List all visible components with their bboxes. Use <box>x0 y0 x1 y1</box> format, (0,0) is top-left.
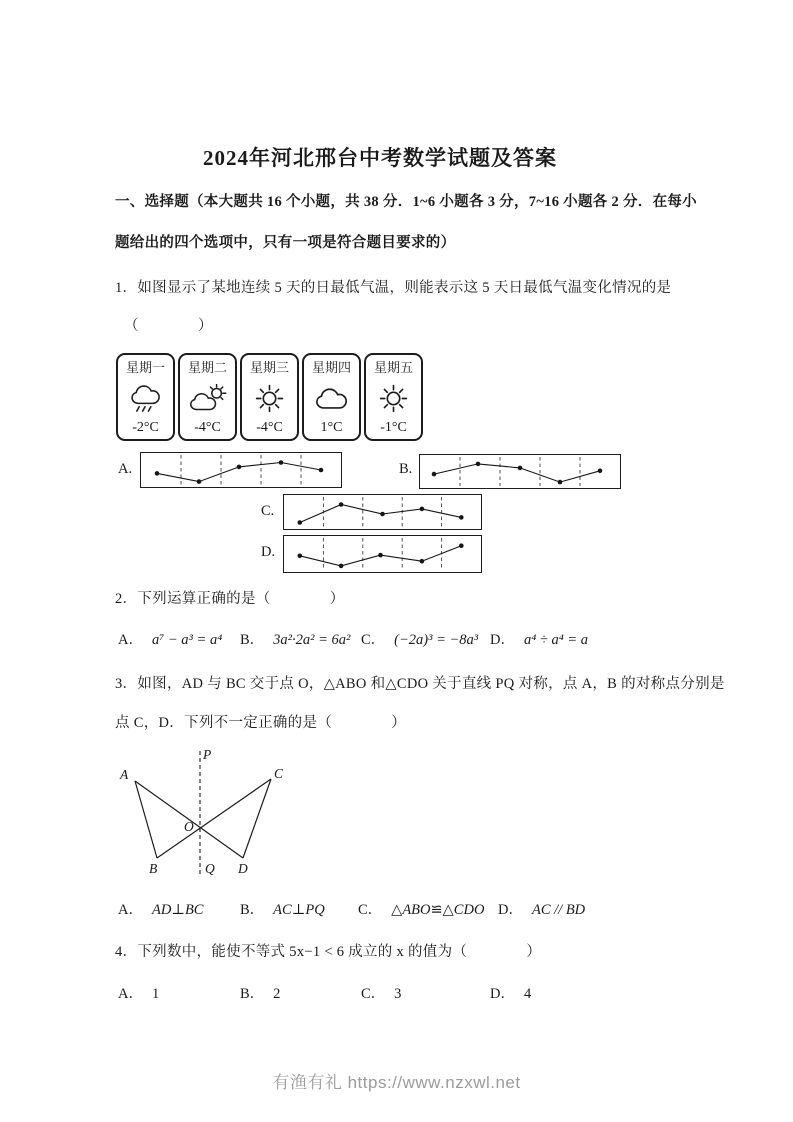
figure-label-b: B <box>149 861 158 876</box>
data-point <box>378 553 383 558</box>
option-label: B． <box>240 902 265 918</box>
temperature-polyline <box>434 464 600 482</box>
q2-option-d <box>490 628 588 649</box>
q2-option-a <box>118 628 222 649</box>
cloud-icon <box>311 382 353 415</box>
weather-forecast-strip <box>116 353 423 441</box>
weather-temp-label: -4°C <box>194 420 221 435</box>
weather-card-thursday <box>302 353 361 441</box>
figure-label-a: A <box>120 767 129 782</box>
weather-card-wednesday <box>240 353 299 441</box>
q4-stem: 4．下列数中，能使不等式 5x−1 < 6 成立的 x 的值为（ ） <box>115 944 542 960</box>
option-value: 2 <box>273 986 281 1002</box>
chart-option-a-label: A. <box>118 461 133 477</box>
weather-temp-label: 1°C <box>320 420 343 435</box>
data-point <box>518 466 523 471</box>
option-expression: a⁴ ÷ a⁴ = a <box>523 632 589 648</box>
option-label: C． <box>361 986 386 1002</box>
figure-label-d: D <box>238 861 248 876</box>
option-expression: 3a²·2a² = 6a² <box>273 632 351 648</box>
sun-behind-cloud-icon <box>186 382 230 415</box>
option-label: C． <box>358 902 383 918</box>
option-label: D． <box>490 632 515 648</box>
option-label: A． <box>118 986 143 1002</box>
figure-label-c: C <box>274 766 284 781</box>
geometry-figure-butterfly-symmetry <box>110 745 300 885</box>
temperature-line-chart-c <box>283 494 482 530</box>
data-point <box>197 479 202 484</box>
data-point <box>298 520 303 525</box>
q2-option-b <box>240 628 350 649</box>
temperature-line-chart-a <box>140 452 342 488</box>
q4-option-a <box>118 982 159 1003</box>
data-point <box>598 469 603 474</box>
data-point <box>380 512 385 517</box>
q3-stem-line2: 点 C，D．下列不一定正确的是（ ） <box>115 715 407 731</box>
data-point <box>558 480 563 485</box>
temperature-line-chart-b <box>419 454 621 489</box>
q3-option-d <box>498 898 585 919</box>
temperature-line-chart-d <box>283 535 482 573</box>
weather-day-label: 星期二 <box>187 360 227 375</box>
option-expression: △ABO≌△CDO <box>391 902 485 918</box>
sun-icon <box>377 382 410 415</box>
data-point <box>339 502 344 507</box>
option-label: B． <box>240 986 265 1002</box>
q3-option-a <box>118 898 203 919</box>
data-point <box>420 559 425 564</box>
option-label: C． <box>361 632 386 648</box>
weather-temp-label: -2°C <box>132 420 159 435</box>
weather-day-label: 星期三 <box>249 360 289 375</box>
option-value: 3 <box>394 986 402 1002</box>
section-heading-line1: 一、选择题（本大题共 16 个小题，共 38 分．1~6 小题各 3 分，7~16 小题各 2 分．在每小 <box>115 194 697 210</box>
figure-label-o: O <box>184 819 194 834</box>
data-point <box>459 515 464 520</box>
data-point <box>420 507 425 512</box>
option-expression: AC⊥PQ <box>273 902 325 918</box>
chart-option-d-label: D. <box>261 544 276 560</box>
q3-option-b <box>240 898 325 919</box>
weather-temp-label: -1°C <box>380 420 407 435</box>
q3-stem-line1: 3．如图，AD 与 BC 交于点 O，△ABO 和△CDO 关于直线 PQ 对称，点 A，B 的对称点分别是 <box>115 676 725 692</box>
option-value: 4 <box>523 986 532 1002</box>
page-title: 2024年河北邢台中考数学试题及答案 <box>203 146 557 170</box>
figure-label-p: P <box>203 747 212 762</box>
data-point <box>339 564 344 569</box>
data-point <box>432 472 437 477</box>
option-label: A． <box>118 902 143 918</box>
weather-day-label: 星期四 <box>311 360 351 375</box>
q2-stem: 2．下列运算正确的是（ ） <box>115 591 345 607</box>
data-point <box>476 462 481 467</box>
chart-option-b-label: B. <box>399 461 413 477</box>
section-heading-line2: 题给出的四个选项中，只有一项是符合题目要求的） <box>115 235 456 251</box>
chart-option-c-label: C. <box>261 503 275 519</box>
weather-card-tuesday <box>178 353 237 441</box>
data-point <box>237 465 242 470</box>
q3-option-c <box>358 898 484 919</box>
q4-option-b <box>240 982 280 1003</box>
weather-day-label: 星期一 <box>125 360 165 375</box>
data-point <box>155 471 160 476</box>
weather-day-label: 星期五 <box>373 360 413 375</box>
option-label: D． <box>490 986 515 1002</box>
q1-answer-blank: （ ） <box>124 318 213 334</box>
option-value: 1 <box>151 986 160 1002</box>
q4-option-d <box>490 982 531 1003</box>
option-expression: a⁷ − a³ = a⁴ <box>151 632 223 648</box>
option-label: D． <box>498 902 523 918</box>
option-label: A． <box>118 632 143 648</box>
option-expression: AD⊥BC <box>151 902 204 918</box>
weather-card-monday <box>116 353 175 441</box>
data-point <box>459 543 464 548</box>
q4-option-c <box>361 982 401 1003</box>
option-expression: (−2a)³ = −8a³ <box>394 632 479 648</box>
q1-stem: 1．如图显示了某地连续 5 天的日最低气温，则能表示这 5 天日最低气温变化情况的是 <box>115 280 672 296</box>
rain-cloud-icon <box>126 382 166 415</box>
option-expression: AC // BD <box>531 902 586 918</box>
figure-label-q: Q <box>205 861 215 876</box>
sun-icon <box>253 382 286 415</box>
weather-temp-label: -4°C <box>256 420 283 435</box>
data-point <box>298 554 303 559</box>
option-label: B． <box>240 632 265 648</box>
footer-watermark: 有渔有礼 https://www.nzxwl.net <box>272 1073 521 1092</box>
data-point <box>279 460 284 465</box>
data-point <box>319 468 324 473</box>
weather-card-friday <box>364 353 423 441</box>
q2-option-c <box>361 628 478 649</box>
